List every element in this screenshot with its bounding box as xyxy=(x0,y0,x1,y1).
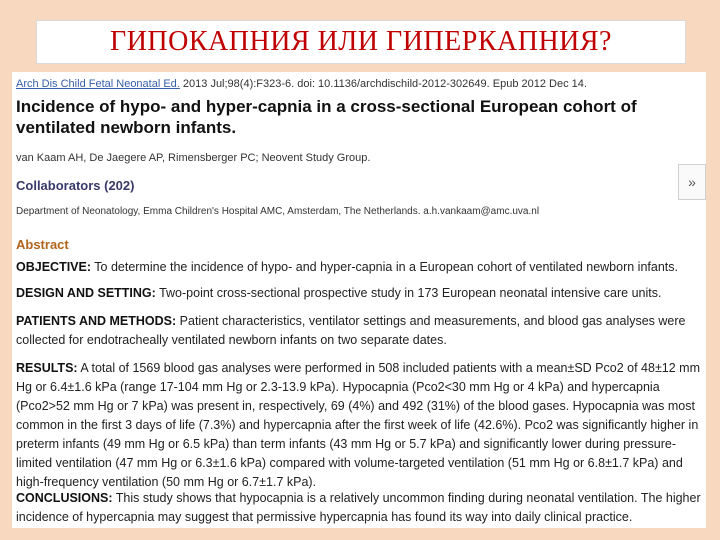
chevron-double-down-icon: » xyxy=(688,174,696,190)
section-label: RESULTS: xyxy=(16,361,78,375)
article-screenshot xyxy=(12,72,706,528)
collaborators-toggle[interactable]: Collaborators (202) xyxy=(16,178,135,193)
affiliation: Department of Neonatology, Emma Children's Hospital AMC, Amsterdam, The Netherlands. a.h.vankaam@amc.uva.nl xyxy=(16,206,540,217)
section-text: To determine the incidence of hypo- and hyper-capnia in a European cohort of ventilated newborn infants. xyxy=(91,260,678,274)
expand-button[interactable] xyxy=(678,164,706,200)
section-text: Two-point cross-sectional prospective study in 173 European neonatal intensive care units. xyxy=(155,286,662,300)
citation-line xyxy=(16,78,587,90)
slide-title-box xyxy=(36,20,686,64)
abstract-conclusions xyxy=(16,489,704,527)
journal-link[interactable]: Arch Dis Child Fetal Neonatal Ed. xyxy=(16,78,180,90)
abstract-heading: Abstract xyxy=(16,237,69,252)
section-text: A total of 1569 blood gas analyses were performed in 508 included patients with a mean±SD Pco2 of 48±12 mm Hg or 6.4±1.6 kPa (range 17-104 mm Hg or 2.3-13.9 kPa). Hypocapnia (Pco2<30 mm Hg or 4 kPa) and hypercapnia (Pco2>52 mm Hg or 7 kPa) was present in, respectively, 69 (4%) and 492 (31%) of the blood gases. Hypocapnia was most common in the first 3 days of life (7.3%) and hypercapnia after the first week of life (42.6%). Pco2 was significantly higher in preterm infants (49 mm Hg or 6.5 kPa) than term infants (43 mm Hg or 5.7 kPa) and significantly lower during pressure-limited ventilation (47 mm Hg or 6.3±1.6 kPa) compared with volume-targeted ventilation (51 mm Hg or 6.8±1.7 kPa) and high-frequency ventilation (50 mm Hg or 6.7±1.7 kPa). xyxy=(16,361,701,489)
citation-details: 2013 Jul;98(4):F323-6. doi: 10.1136/archdischild-2012-302649. Epub 2012 Dec 14. xyxy=(179,78,587,90)
abstract-results xyxy=(16,359,704,492)
slide-title: ГИПОКАПНИЯ ИЛИ ГИПЕРКАПНИЯ? xyxy=(110,26,612,57)
abstract-design xyxy=(16,284,704,303)
section-label: OBJECTIVE: xyxy=(16,260,92,274)
section-label: CONCLUSIONS: xyxy=(16,491,113,505)
abstract-methods xyxy=(16,312,704,350)
abstract-objective xyxy=(16,258,704,277)
author-list[interactable]: van Kaam AH, De Jaegere AP, Rimensberger PC; Neovent Study Group. xyxy=(16,152,371,164)
section-text: Patient characteristics, ventilator settings and measurements, and blood gas analyses were collected for endotracheally ventilated newborn infants on two separate dates. xyxy=(16,314,686,347)
section-text: This study shows that hypocapnia is a relatively uncommon finding during neonatal ventilation. The higher incidence of hypercapnia may suggest that permissive hypercapnia has found its way into daily clinical practice. xyxy=(16,491,701,524)
section-label: DESIGN AND SETTING: xyxy=(16,286,156,300)
article-title: Incidence of hypo- and hyper-capnia in a cross-sectional European cohort of ventilated newborn infants. xyxy=(16,97,637,137)
section-label: PATIENTS AND METHODS: xyxy=(16,314,177,328)
